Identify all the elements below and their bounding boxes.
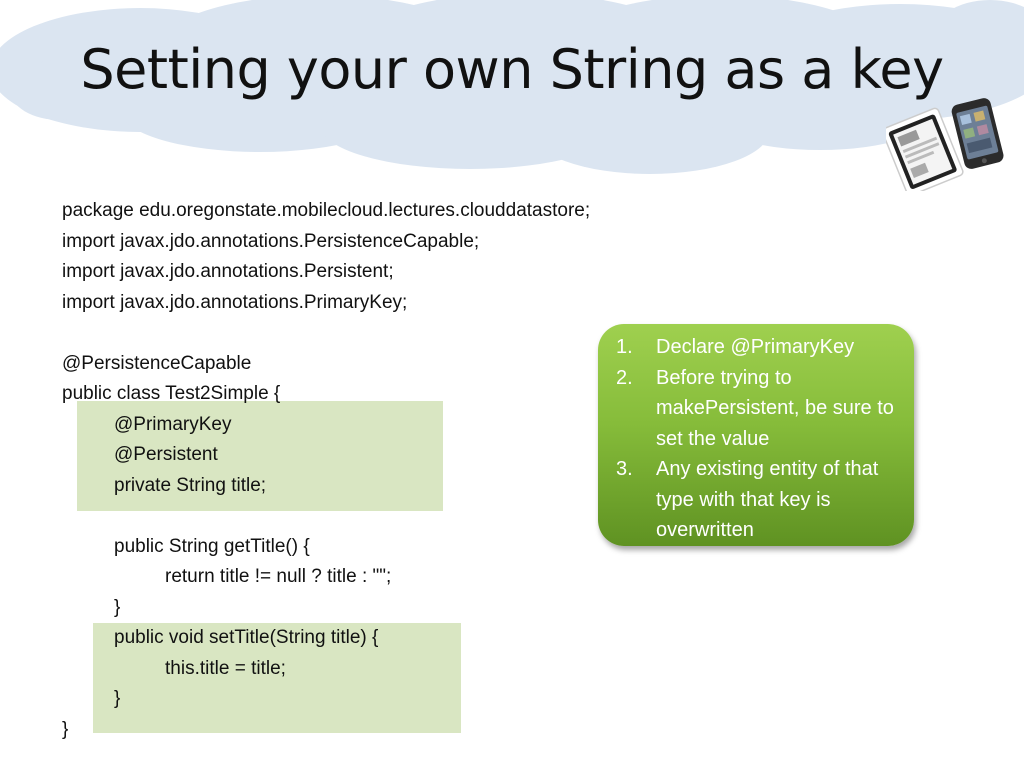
callout-item-number: 2. [616, 366, 633, 389]
code-line: import javax.jdo.annotations.PersistenceCapable; [62, 230, 480, 252]
callout-item-text: Before trying to makePersistent, be sure to set the value [656, 366, 894, 450]
code-line: @PersistenceCapable [62, 352, 252, 374]
callout-list [616, 332, 900, 546]
code-line: } [62, 718, 69, 740]
code-line: public class Test2Simple { [62, 383, 281, 404]
code-line: @PrimaryKey [114, 413, 232, 435]
callout-item [616, 363, 900, 455]
tablet-icon [886, 107, 964, 191]
code-line: import javax.jdo.annotations.Persistent; [62, 261, 394, 282]
code-line: } [114, 596, 121, 618]
devices-illustration [886, 96, 1016, 191]
code-line: return title != null ? title : ""; [165, 566, 392, 587]
code-line [62, 318, 590, 349]
code-line: } [114, 688, 121, 709]
callout-item-text: Any existing entity of that type with that key is overwritten [656, 458, 879, 541]
callout-item [616, 454, 900, 546]
code-line: public String getTitle() { [114, 535, 310, 557]
callout-item-number: 3. [616, 458, 633, 480]
slide-title: Setting your own String as a key [80, 38, 944, 101]
callout-item-text: Declare @PrimaryKey [656, 336, 855, 358]
code-block [62, 196, 590, 745]
code-line [62, 501, 590, 532]
callout-item [616, 332, 900, 363]
callout-box [598, 324, 914, 546]
code-line: private String title; [114, 474, 267, 496]
code-line: @Persistent [114, 444, 218, 465]
code-line: package edu.oregonstate.mobilecloud.lectures.clouddatastore; [62, 200, 591, 221]
code-line: public void setTitle(String title) { [114, 627, 379, 648]
callout-item-number: 1. [616, 336, 633, 358]
code-line: import javax.jdo.annotations.PrimaryKey; [62, 291, 408, 313]
code-line: this.title = title; [165, 657, 286, 679]
